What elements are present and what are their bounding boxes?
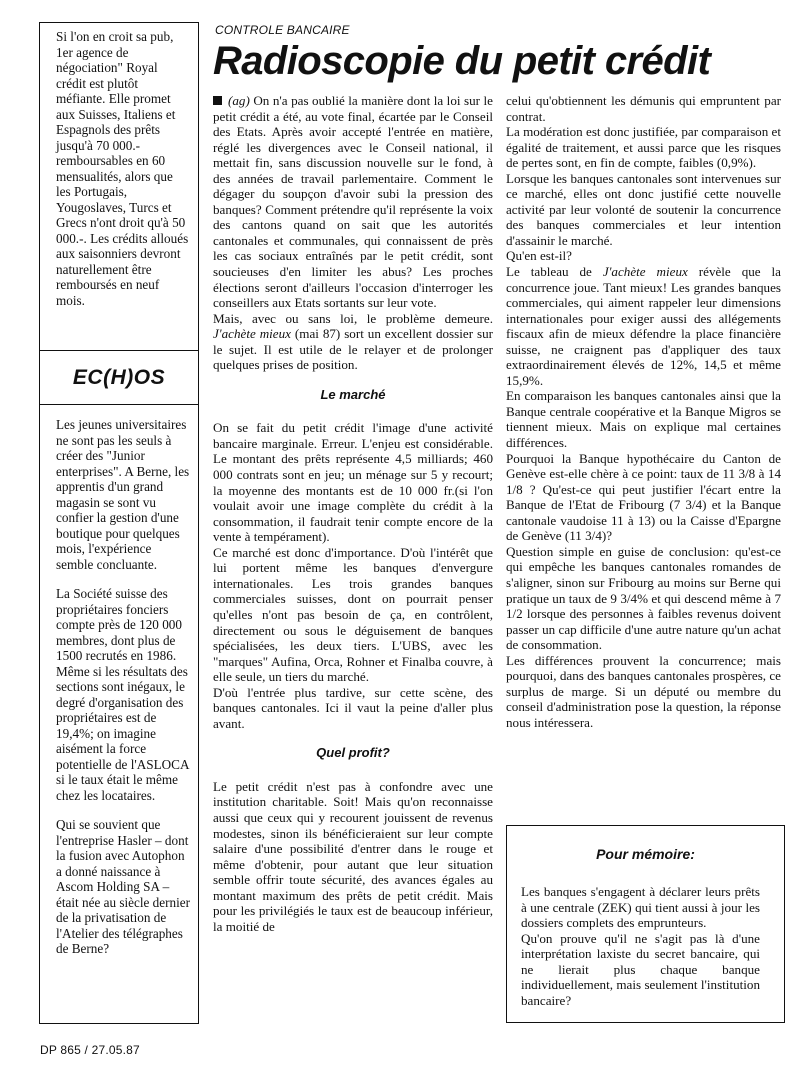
echos-paragraph: La Société suisse des propriétaires fonciers compte près de 120 000 membres, dont plus de 1500 recrutés en 1986. Même si les résultats des sections sont inégaux, le degré d'organisation des propriétaires est de 19,4%; on imagine aisément la force potentielle de l'ASLOCA si le taux était le même chez les locataires. — [56, 586, 189, 803]
magazine-title: J'achète mieux — [213, 326, 291, 342]
text-span: révèle que la concurrence joue. Tant mieux! Les grandes banques commerciales, qui aiment rappeler leur dimensions internationales pour exiger aussi des allégements fiscaux afin de mieux défendre la place financière suisse, ne craignent pas d'appliquer des taux extraordinairement élevés de 12%, 14,5 et même 15,9%. — [506, 264, 781, 388]
memo-text — [521, 884, 760, 1008]
memo-box — [506, 825, 785, 1023]
sidebar-brief-text: Si l'on en croit sa pub, 1er agence de négociation" Royal crédit est plutôt méfiante. Elle promet aux Suisses, Italiens et Espagnols des prêts jusqu'à 70 000.- remboursables en 60 mensualités, alors que les Portugais, Yougoslaves, Turcs et Grecs n'ont droit qu'à 50 000.-. Les crédits alloués aux saisonniers devront naturellement être remboursés en neuf mois. — [56, 29, 189, 308]
sidebar — [39, 22, 199, 1024]
paragraph: Le petit crédit n'est pas à confondre avec une institution charitable. Soit! Mais qu'on reconnaisse aussi que ceux qui y recourent jouissent de revenus modestes, sinon ils bénéficieraient sur leur compte salaire d'une possibilité d'entrer dans le rouge et même d'obtenir, pour autant que leur situation semble offrir toute sécurité, des avances égales au montant maximum des prêts de petit crédit. Mais pour les privilégiés le taux est de beaucoup inférieur, la moitié de — [213, 778, 493, 934]
article-column-2 — [506, 93, 781, 730]
subheading-profit: Quel profit? — [316, 745, 390, 761]
memo-paragraph: Les banques s'engagent à déclarer leurs prêts à une centrale (ZEK) qui tient aussi à jour les dossiers complets des emprunteurs. — [521, 884, 760, 931]
paragraph: Qu'en est-il? — [506, 248, 572, 264]
paragraph: D'où l'entrée plus tardive, sur cette scène, des banques cantonales. Ici il vaut la peine d'aller plus avant. — [213, 684, 493, 731]
sidebar-brief-box — [40, 23, 198, 351]
paragraph — [213, 311, 493, 373]
echos-header-box — [40, 351, 198, 405]
paragraph: On se fait du petit crédit l'image d'une activité bancaire marginale. Erreur. L'enjeu est considérable. Le montant des prêts représente 4,5 milliards; 460 000 contrats sont en jeu; un ménage sur 5 y recourt; la moyenne des montants est de 10 000 fr.(si l'on voulait avoir une image complète du crédit à la consommation, il faudrait tenir compte encore de la vente à tempérament). — [213, 420, 493, 545]
paragraph — [506, 264, 781, 388]
echos-paragraph: Qui se souvient que l'entreprise Hasler – dont la fusion avec Autophon a donné naissance à Ascom Holding SA – était née au siècle dernier de la privatisation de l'Atelier des télégraphes de Berne? — [56, 817, 190, 956]
subheading-market: Le marché — [320, 386, 386, 402]
paragraph: Les différences prouvent la concurrence; mais pourquoi, dans des banques cantonales prospères, ce surplus de marge. Si un député ou membre du conseil d'administration pose la question, la réponse nous intéressera. — [506, 652, 781, 730]
paragraph: Lorsque les banques cantonales sont intervenues sur ce marché, elles ont donc justifié cette nouvelle activité par leur volonté de soutenir la concurrence des banques commerciales et leur intention d'assainir le marché. — [506, 170, 781, 248]
article-headline: Radioscopie du petit crédit — [213, 39, 711, 83]
text-span: Le tableau de — [506, 264, 592, 280]
paragraph: La modération est donc justifiée, par comparaison et égalité de traitement, et aussi parce que les risques de pertes sont, en fin de compte, faibles (0,9%). — [506, 124, 781, 171]
echos-content-box — [40, 405, 198, 1023]
memo-paragraph: Qu'on prouve qu'il ne s'agit pas là d'une interprétation laxiste du secret bancaire, qui ne lierait plus chaque banque individuellement, mais seulement l'institution bancaire? — [521, 930, 760, 1008]
paragraph: Ce marché est donc d'importance. D'où l'intérêt que lui portent même les banques d'envergure internationales. Les trois grandes banques commerciales suisses, dont on pourrait penser qu'elles n'ont pas besoin de ça, en contrôlent, directement ou sous le déguisement de banques spécialisées, les deux tiers. L'UBS, avec les "marques" Aufina, Orca, Rohner et Finalba couvre, à elle seule, un tiers du marché. — [213, 544, 493, 685]
square-bullet-icon — [213, 96, 222, 105]
memo-title: Pour mémoire: — [596, 846, 695, 862]
page-footer: DP 865 / 27.05.87 — [40, 1043, 140, 1057]
article-column-1 — [213, 93, 493, 934]
echos-paragraph: Les jeunes universitaires ne sont pas les seuls à créer des "Junior enterprises". A Berne, les apprentis d'un grand magasin se sont vu confier la gestion d'une boutique pour quelques mois, l'expérience semble concluante. — [56, 417, 190, 572]
paragraph: Question simple en guise de conclusion: qu'est-ce qui empêche les banques cantonales romandes de s'aligner, sinon sur Fribourg au moins sur Berne qui pratique un taux de 9 3/4% et qui descend même à 7 1/2 lorsque des personnes à faibles revenus doivent passer un cap difficile d'une autre nature qu'un achat de consommation. — [506, 543, 781, 653]
magazine-title: J'achète mieux — [602, 264, 688, 280]
article-kicker: CONTROLE BANCAIRE — [215, 23, 350, 37]
paragraph: celui qu'obtiennent les démunis qui empruntent par contrat. — [506, 93, 781, 124]
intro-paragraph — [213, 93, 493, 311]
paragraph: Pourquoi la Banque hypothécaire du Canton de Genève est-elle chère à ce point: taux de 11 3/8 à 14 1/8 ? Qu'est-ce qui peut justifier l'écart entre la Banque de l'Etat de Fribourg (7 3/4) et la Banque cantonale vaudoise 11 à 13) ou la Caisse d'Epargne de Genève (11 3/4)? — [506, 450, 781, 544]
intro-text: On n'a pas oublié la manière dont la loi sur le petit crédit a été, au vote final, écartée par le Conseil des Etats. Après avoir accepté l'entrée en matière, réglé les divergences avec le Conseil national, il mettait fin, sans discussion nouvelle sur le fond, à des années de travail parlementaire. Comment le dégager du soupçon d'avoir subi la pression des banques? Comment prétendre qu'il représente la voix des cantons quand on sait que les autorités cantonales et communales, qui connaissent de près les cas sociaux entraînés par le petit crédit, sont soucieuses d'en limiter les abus? Les proches élections seront d'ailleurs l'occasion d'interroger les conseillers aux Etats sortants sur leur vote. — [213, 93, 493, 311]
byline: (ag) — [228, 93, 250, 108]
text-span: (mai 87) sort un excellent dossier sur le sujet. Il est utile de le relayer et de prolonger quelques prises de position. — [213, 326, 493, 373]
paragraph: En comparaison les banques cantonales ainsi que la Banque centrale coopérative et la Banque Migros se tiennent mieux. Mais on explique mal certaines différences. — [506, 388, 781, 451]
echos-title: EC(H)OS — [72, 366, 166, 389]
text-span: Mais, avec ou sans loi, le problème demeure. — [213, 310, 493, 326]
